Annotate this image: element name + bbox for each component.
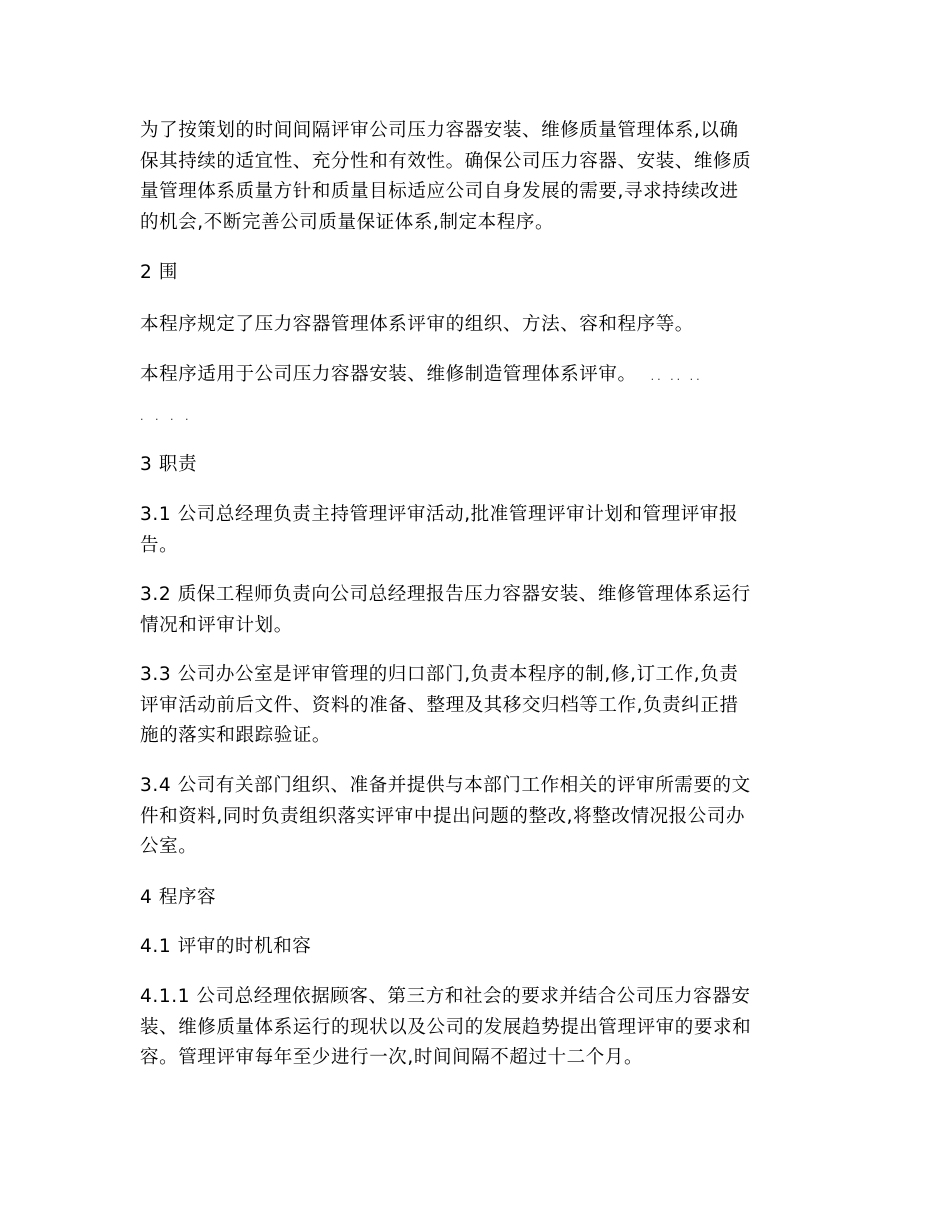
intro-line-3: 量管理体系质量方针和质量目标适应公司自身发展的需要,寻求持续改进 <box>140 181 739 202</box>
s3-1-line-1: 3.1 公司总经理负责主持管理评审活动,批准管理评审计划和管理评审报 <box>140 504 739 525</box>
intro-line-2: 保其持续的适宜性、充分性和有效性。确保公司压力容器、安装、维修质 <box>140 150 752 172</box>
s3-1-line-2: 告。 <box>140 534 179 556</box>
s3-2-line-1: 3.2 质保工程师负责向公司总经理报告压力容器安装、维修管理体系运行 <box>140 584 751 605</box>
ellipsis-dots: .. .. .. <box>650 370 703 383</box>
section-2-paragraph-2 <box>140 360 816 393</box>
s4-1-1-line-1: 4.1.1 公司总经理依据顾客、第三方和社会的要求并结合公司压力容器安 <box>140 986 751 1007</box>
intro-paragraph <box>140 116 816 238</box>
s3-3-line-1: 3.3 公司办公室是评审管理的归口部门,负责本程序的制,修,订工作,负责 <box>140 664 739 685</box>
s3-3-line-2: 评审活动前后文件、资料的准备、整理及其移交归档等工作,负责纠正措 <box>140 694 739 716</box>
section-3-heading: 3 职责 <box>140 454 198 475</box>
s4-1-1-line-3: 容。管理评审每年至少进行一次,时间间隔不超过十二个月。 <box>140 1047 644 1068</box>
section-4-heading: 4 程序容 <box>140 887 217 908</box>
s3-3-line-3: 施的落实和跟踪验证。 <box>140 725 332 746</box>
section-3-4-paragraph <box>140 771 816 863</box>
section-2-heading: 2 围 <box>140 262 178 283</box>
s3-4-line-2: 件和资料,同时负责组织落实评审中提出问题的整改,将整改情况报公司办 <box>140 805 746 827</box>
section-3-2-paragraph <box>140 580 816 641</box>
section-2-paragraph-2-text: 本程序适用于公司压力容器安装、维修制造管理体系评审。 <box>140 364 637 385</box>
section-4-1-heading: 4.1 评审的时机和容 <box>140 936 312 957</box>
section-3-3-paragraph <box>140 660 816 752</box>
s4-1-1-line-2: 装、维修质量体系运行的现状以及公司的发展趋势提出管理评审的要求和 <box>140 1016 752 1038</box>
section-4-1-1-paragraph <box>140 982 816 1074</box>
intro-line-4: 的机会,不断完善公司质量保证体系,制定本程序。 <box>140 211 555 233</box>
s3-2-line-2: 情况和评审计划。 <box>140 614 293 636</box>
section-3-1-paragraph <box>140 500 816 561</box>
intro-line-1: 为了按策划的时间间隔评审公司压力容器安装、维修质量管理体系,以确 <box>140 120 739 141</box>
s3-4-line-1: 3.4 公司有关部门组织、准备并提供与本部门工作相关的评审所需要的文 <box>140 775 751 796</box>
stray-dots: . . . . <box>140 410 193 423</box>
s3-4-line-3: 公室。 <box>140 836 198 857</box>
section-2-paragraph-1: 本程序规定了压力容器管理体系评审的组织、方法、容和程序等。 <box>140 314 694 335</box>
